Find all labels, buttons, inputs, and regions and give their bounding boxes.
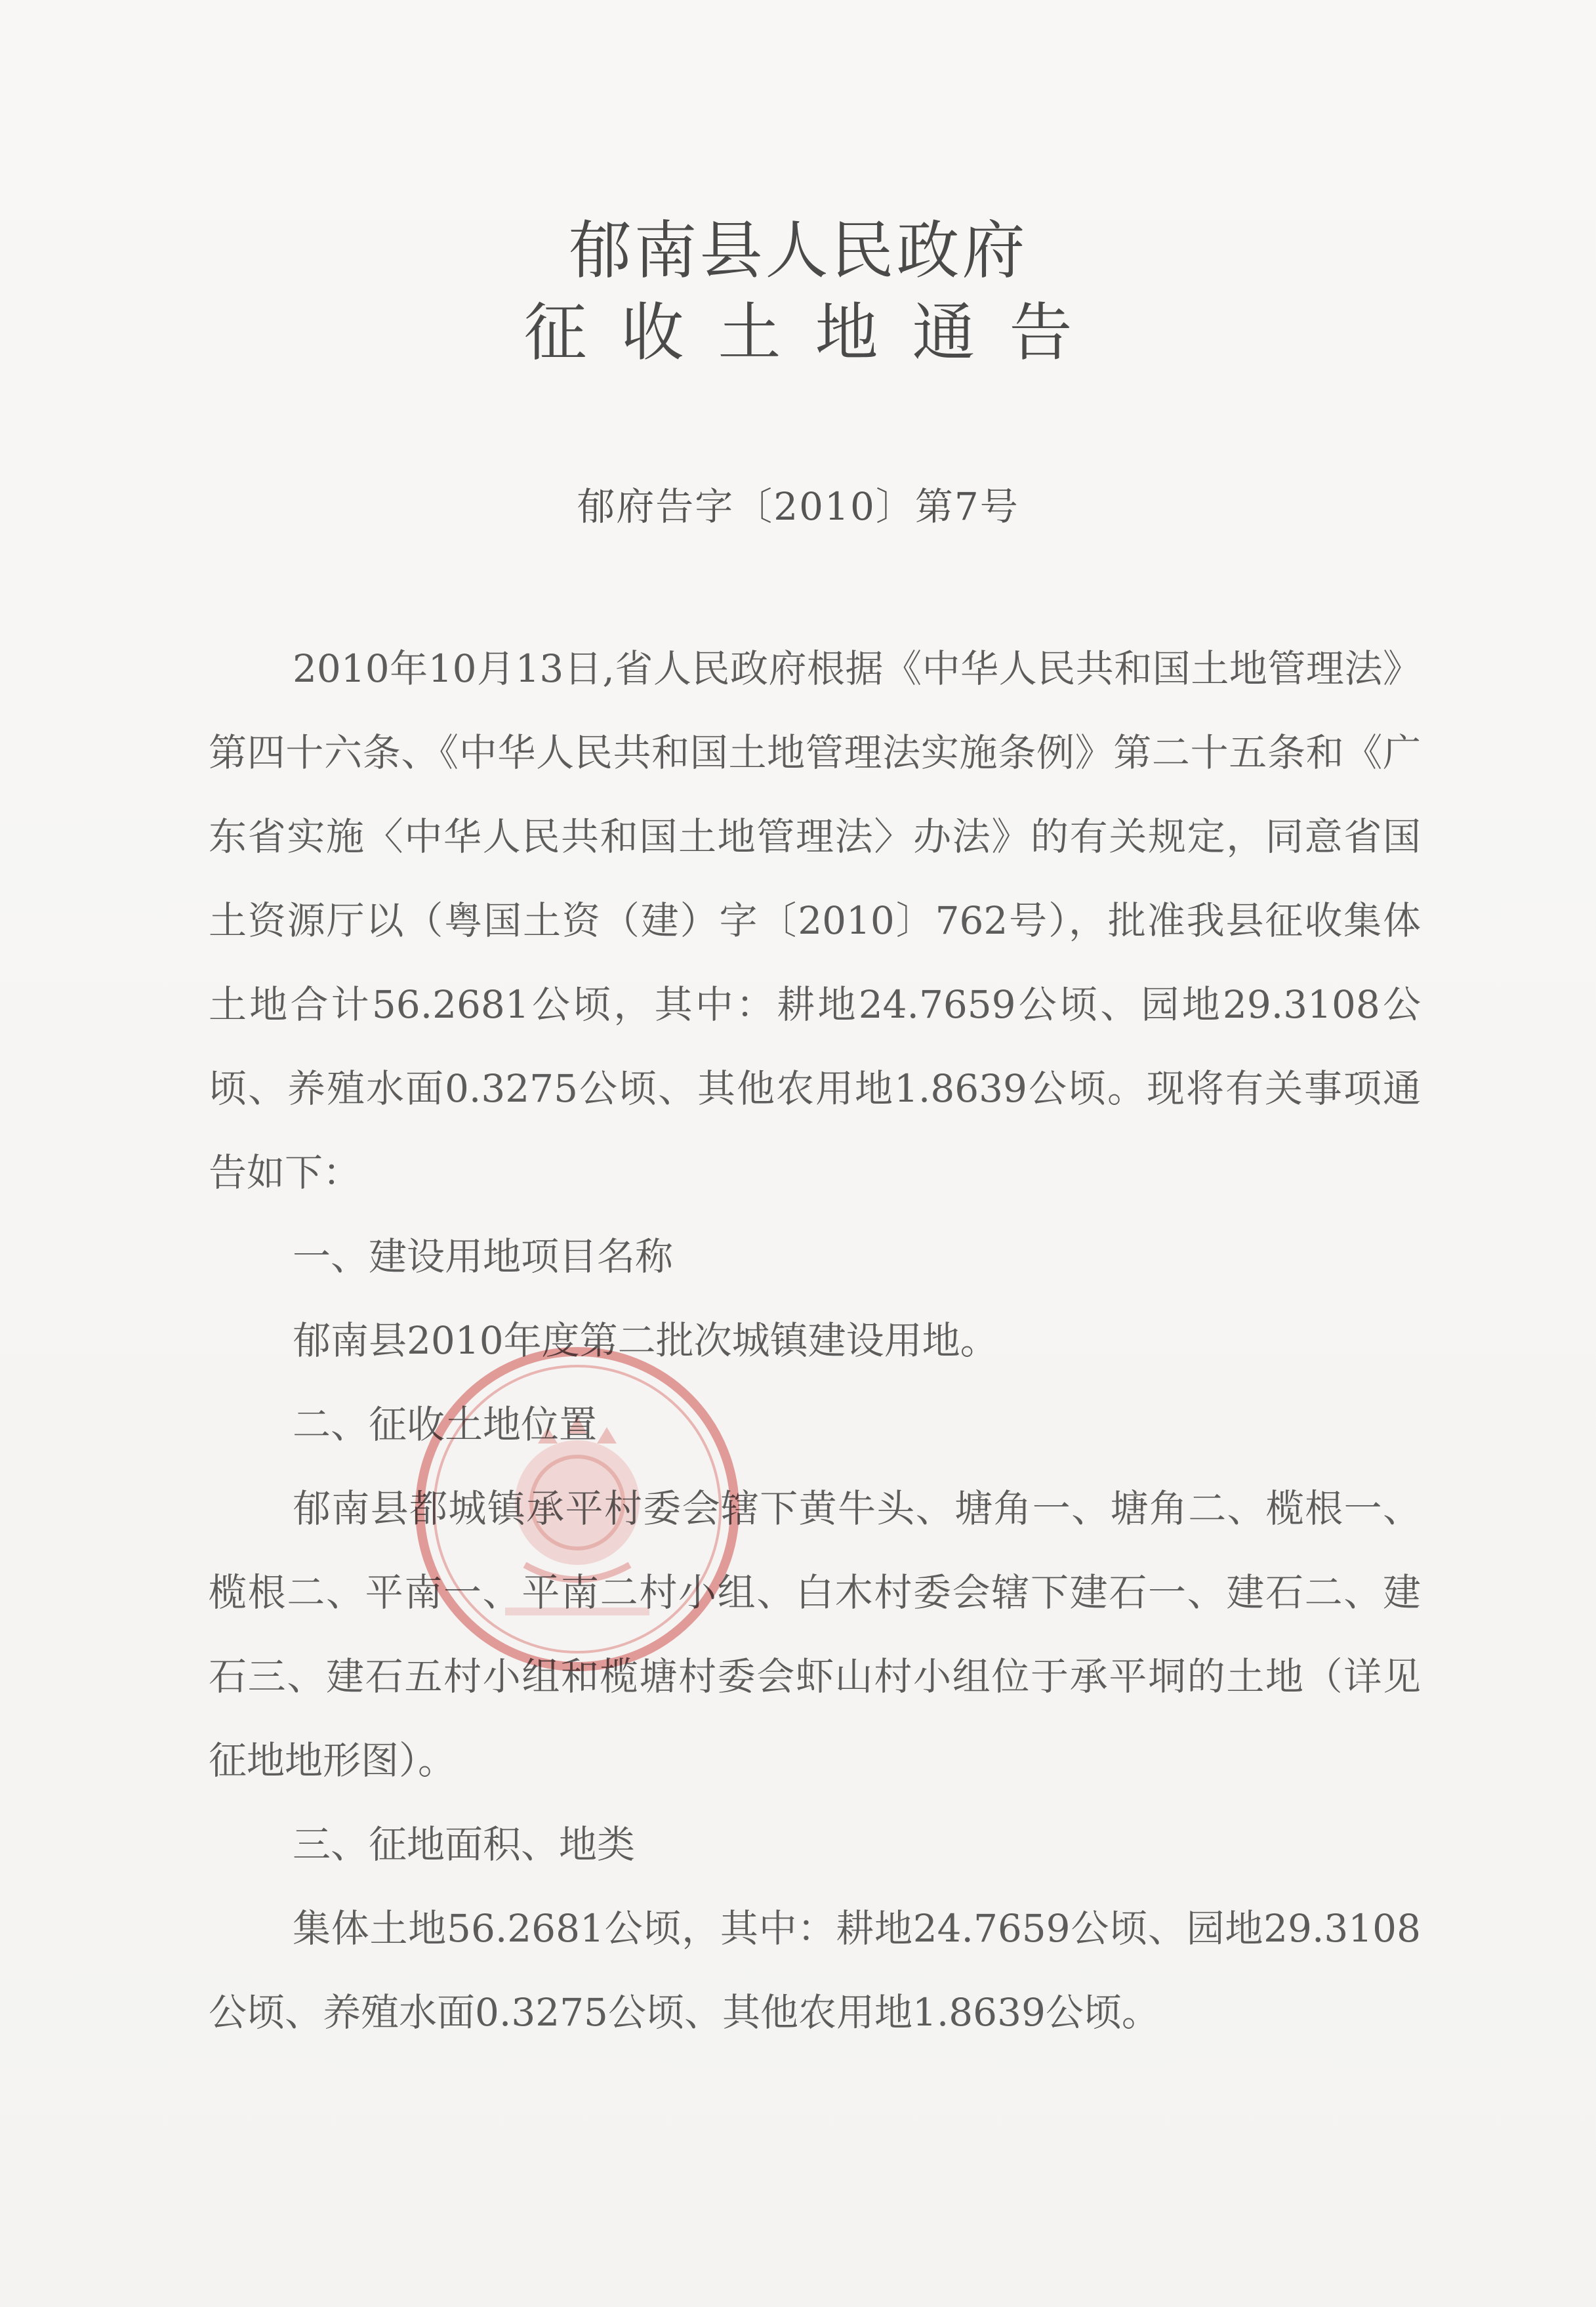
section-heading-2: 二、征收土地位置 bbox=[293, 1402, 598, 1447]
document-number: 郁府告字〔2010〕第7号 bbox=[577, 484, 1019, 529]
paragraph-project-name: 郁南县2010年度第二批次城镇建设用地。 bbox=[293, 1318, 998, 1363]
paragraph-intro: 2010年10月13日,省人民政府根据《中华人民共和国土地管理法》第四十六条、《中华人民共和国土地管理法实施条例》第二十五条和《广东省实施〈中华人民共和国土地管理法〉办法》的有关规定，同意省国土资源厅以（粤国土资（建）字〔2010〕762号），批准我县征收集体土地合计56.2681公顷，其中：耕地24.7659公顷、园地29.3108公顷、养殖水面0.3275公顷、其他农用地1.8639公顷。现将有关事项通告如下： bbox=[209, 646, 1421, 1195]
notice-title: 征收土地通告 bbox=[523, 296, 1107, 369]
section-heading-1: 一、建设用地项目名称 bbox=[293, 1234, 674, 1279]
section-heading-3: 三、征地面积、地类 bbox=[293, 1822, 636, 1867]
document-body bbox=[209, 627, 1421, 2054]
issuer-heading: 郁南县人民政府 bbox=[568, 214, 1028, 287]
paragraph-location: 郁南县都城镇承平村委会辖下黄牛头、塘角一、塘角二、榄根一、榄根二、平南一、平南二村小组、白木村委会辖下建石一、建石二、建石三、建石五村小组和榄塘村委会虾山村小组位于承平垌的土地（详见征地地形图）。 bbox=[209, 1486, 1421, 1783]
paragraph-area: 集体土地56.2681公顷，其中：耕地24.7659公顷、园地29.3108公顷、养殖水面0.3275公顷、其他农用地1.8639公顷。 bbox=[209, 1906, 1421, 2035]
